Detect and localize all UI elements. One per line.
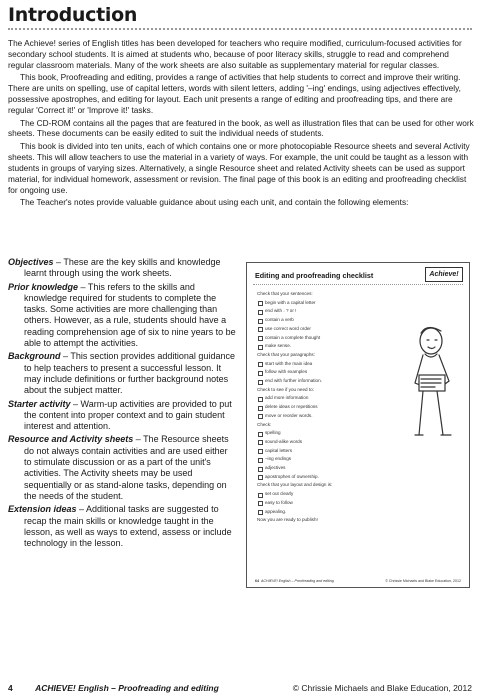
checklist-heading: Check that your sentences: [257, 291, 313, 296]
achieve-badge: Achieve! [425, 267, 463, 282]
page-number: 4 [8, 683, 13, 693]
checklist-item: end with further information. [257, 377, 397, 386]
checklist-item: apostrophes of ownership. [257, 473, 397, 482]
checklist-heading: Check that your paragraphs: [257, 351, 315, 357]
description: – This refers to the skills and knowledge required for students to complete the tasks. Some activities are more challenging than others. However, as a rule, students should have a reading comprehension age of six to nine years to be able to attempt the activities. [24, 281, 236, 349]
element-objectives [8, 257, 236, 280]
checklist-item: contain a verb [257, 316, 397, 325]
checklist-heading: Check: [257, 421, 272, 427]
checklist-heading: Check to see if you need to: [257, 386, 314, 392]
term: Background [8, 351, 61, 362]
description: – The Resource sheets do not always contain activities and are used either to stimulate discussion or as a part of the unit's activities. The Activity sheets may be used sequentially or as stand-alone tasks, depending on the needs of the student. [24, 434, 229, 501]
description: – These are the key skills and knowledge learnt through using the work sheets. [24, 257, 221, 279]
description: – This section provides additional guidance to help teachers to present a successful lesson. It may include definitions or further background notes about the subject matter. [24, 351, 235, 396]
checklist-item: appealing. [257, 508, 397, 517]
element-starter-activity [8, 399, 236, 433]
checklist-item: capital letters [257, 447, 397, 456]
checklist-heading: Check that your layout and design is: [257, 482, 333, 488]
checklist-item: start with the main idea [257, 360, 397, 369]
paragraph: This book is divided into ten units, each of which contains one or more photocopiable Resource sheets and several Activity sheets. This will allow teachers to use the material in a variety of ways. For example, the unit could be taught as a lesson with students in groups of varying sizes. Alternatively, a single Resource sheet and related Activity sheets can be used as support material, for individual homework, assessment or revision. The final page of this book is an editing and proofreading checklist for ongoing use. [8, 140, 470, 195]
element-extension-ideas [8, 504, 236, 549]
term: Prior knowledge [8, 281, 79, 292]
element-prior-knowledge [8, 282, 236, 350]
checklist-item: adjectives [257, 464, 397, 473]
student-illustration-icon [397, 323, 459, 443]
heading-divider [8, 28, 472, 30]
elements-list [8, 257, 236, 551]
checklist-items [257, 290, 397, 525]
description: – Additional tasks are suggested to recap the main skills or knowledge taught in the lesson, as well as ways to extend, assess or include technology in the lesson. [24, 504, 232, 549]
checklist-item: delete ideas or repetitions [257, 403, 397, 412]
publication-title: ACHIEVE! English – Proofreading and editing [35, 683, 219, 693]
thumbnail-footer [255, 579, 461, 583]
intro-text [8, 38, 474, 210]
checklist-item: contain a complete thought [257, 334, 397, 343]
description: – Warm-up activities are provided to put the content into proper context and to gain student interest and attention. [24, 398, 232, 432]
checklist-thumbnail [246, 262, 470, 588]
page-footer [8, 683, 472, 693]
checklist-item: end with . ? or ! [257, 307, 397, 316]
paragraph: The CD-ROM contains all the pages that are featured in the book, as well as illustration files that can be used for other work sheets. These documents can be easily edited to suit the individual needs of students. [8, 117, 474, 139]
term: Extension ideas [8, 504, 77, 515]
checklist-item: spelling [257, 429, 397, 438]
checklist-item: –ing endings [257, 455, 397, 464]
term: Starter activity [8, 398, 71, 409]
checklist-item: make sense. [257, 342, 397, 351]
element-background [8, 351, 236, 396]
thumbnail-page-number: 64 [255, 579, 259, 583]
thumbnail-copyright: © Chrissie Michaels and Blake Education, 2012 [385, 579, 461, 583]
checklist-item: easy to follow [257, 499, 397, 508]
checklist-item: sound-alike words [257, 438, 397, 447]
term: Objectives [8, 257, 54, 267]
checklist-heading: Now you are ready to publish! [257, 517, 318, 523]
element-resource-activity-sheets [8, 434, 236, 502]
term: Resource and Activity sheets [8, 434, 134, 445]
paragraph: The Achieve! series of English titles has been developed for teachers who require modified, curriculum-focused activities for secondary school students. It is aimed at students who, because of poor literacy skills, struggle to read and comprehend regular classroom materials. Many of the work sheets are also suitable as supplementary material for regular classes. [8, 38, 462, 70]
thumbnail-publication: ACHIEVE! English – Proofreading and editing [261, 579, 334, 583]
copyright: © Chrissie Michaels and Blake Education, 2012 [292, 683, 472, 693]
checklist-item: follow with examples [257, 368, 397, 377]
paragraph: This book, Proofreading and editing, provides a range of activities that help students to correct and improve their writing. There are units on spelling, use of capital letters, words with silent letters, adding '–ing' endings, using adjectives effectively, possessive apostrophes, and editing for layout. Each unit presents a range of editing and proofreading tips, and there are regular 'Correct it!' or 'Improve it!' tasks. [8, 72, 461, 116]
checklist-item: set out clearly [257, 490, 397, 499]
thumbnail-divider [253, 284, 463, 285]
page-title: Introduction [8, 4, 138, 26]
checklist-item: begin with a capital letter [257, 299, 397, 308]
thumbnail-title: Editing and proofreading checklist [255, 271, 374, 280]
paragraph: The Teacher's notes provide valuable guidance about using each unit, and contain the following elements: [20, 197, 409, 208]
checklist-item: add more information [257, 394, 397, 403]
checklist-item: move or reorder words. [257, 412, 397, 421]
checklist-item: use correct word order [257, 325, 397, 334]
